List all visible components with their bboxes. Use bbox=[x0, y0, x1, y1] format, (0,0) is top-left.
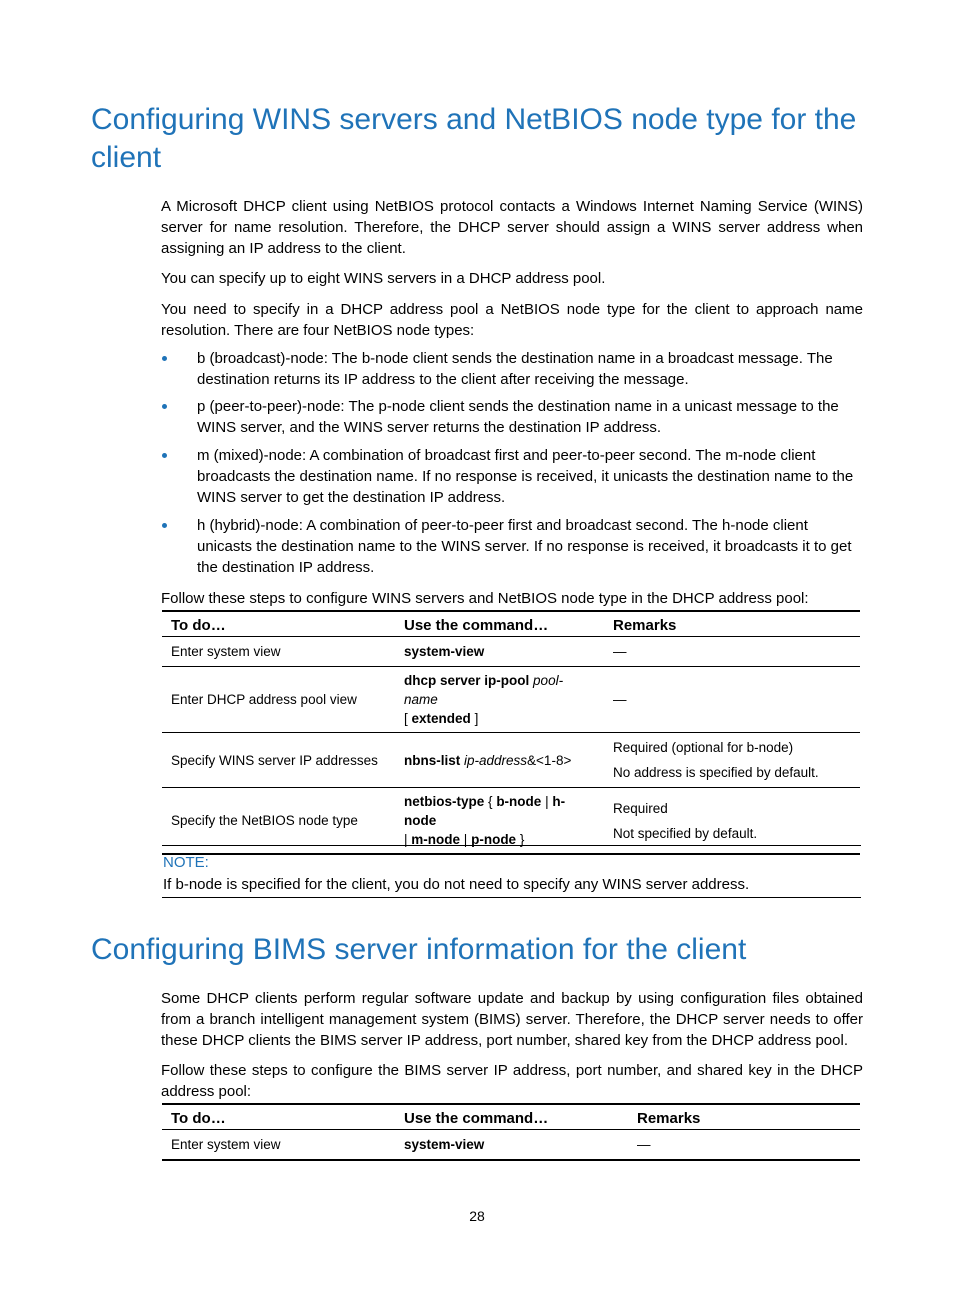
note-text: If b-node is specified for the client, you do not need to specify any WINS server address. bbox=[163, 876, 750, 893]
command-cell: system-view bbox=[395, 637, 604, 667]
remarks-cell: Required Not specified by default. bbox=[604, 788, 860, 855]
list-item: b (broadcast)-node: The b-node client sends the destination name in a broadcast message. The destination returns its IP address to the client after receiving the message. bbox=[161, 348, 863, 390]
note-box bbox=[162, 845, 861, 898]
command-cell: system-view bbox=[395, 1130, 628, 1160]
bullet-icon bbox=[162, 356, 167, 361]
column-header: Remarks bbox=[628, 1104, 860, 1130]
section-title-wins: Configuring WINS servers and NetBIOS node type for the client bbox=[91, 103, 857, 174]
paragraph: Follow these steps to configure WINS servers and NetBIOS node type in the DHCP address pool: bbox=[161, 590, 809, 607]
remarks-cell: — bbox=[628, 1130, 860, 1160]
paragraph: A Microsoft DHCP client using NetBIOS protocol contacts a Windows Internet Naming Service (WINS) server for name resolution. Therefore, the DHCP server should assign a WINS server address when assigning an IP address to the client. bbox=[161, 198, 863, 257]
list-item: h (hybrid)-node: A combination of peer-to-peer first and broadcast second. The h-node client unicasts the destination name to the WINS server. If no response is received, it broadcasts it to get the destination IP address. bbox=[161, 515, 863, 578]
table-row bbox=[162, 1130, 860, 1160]
command-cell: netbios-type { b-node | h-node | m-node | p-node } bbox=[395, 788, 604, 855]
bullet-icon bbox=[162, 404, 167, 409]
todo-cell: Enter system view bbox=[162, 1130, 395, 1160]
remarks-cell: — bbox=[604, 637, 860, 667]
table-header-row bbox=[162, 611, 860, 637]
paragraph: You can specify up to eight WINS servers in a DHCP address pool. bbox=[161, 270, 606, 287]
page-number: 28 bbox=[469, 1208, 485, 1224]
section-title-bims: Configuring BIMS server information for the client bbox=[91, 933, 747, 966]
table-row bbox=[162, 733, 860, 788]
todo-cell: Enter system view bbox=[162, 637, 395, 667]
column-header: Use the command… bbox=[395, 611, 604, 637]
bullet-icon bbox=[162, 523, 167, 528]
table-row bbox=[162, 637, 860, 667]
node-type-list bbox=[161, 348, 863, 578]
todo-cell: Specify the NetBIOS node type bbox=[162, 788, 395, 855]
bullet-icon bbox=[162, 453, 167, 458]
remarks-cell: — bbox=[604, 667, 860, 733]
paragraph: Follow these steps to configure the BIMS server IP address, port number, and shared key in the DHCP address pool: bbox=[161, 1062, 863, 1100]
table-row bbox=[162, 667, 860, 733]
todo-cell: Enter DHCP address pool view bbox=[162, 667, 395, 733]
table-header-row bbox=[162, 1104, 860, 1130]
note-label: NOTE: bbox=[163, 854, 209, 871]
paragraph: Some DHCP clients perform regular software update and backup by using configuration files obtained from a branch intelligent management system (BIMS) server. Therefore, the DHCP server needs to offer these DHCP clients the BIMS server IP address, port number, shared key from the DHCP address pool. bbox=[161, 990, 863, 1049]
list-item: p (peer-to-peer)-node: The p-node client sends the destination name in a unicast message to the WINS server, and the WINS server returns the destination IP address. bbox=[161, 396, 863, 438]
list-item: m (mixed)-node: A combination of broadcast first and peer-to-peer second. The m-node client broadcasts the destination name. If no response is received, it unicasts the destination name to the WINS server to get the destination IP address. bbox=[161, 445, 863, 508]
column-header: To do… bbox=[162, 1104, 395, 1130]
remarks-cell: Required (optional for b-node) No address is specified by default. bbox=[604, 733, 860, 788]
column-header: Use the command… bbox=[395, 1104, 628, 1130]
bims-config-table bbox=[162, 1103, 860, 1161]
column-header: To do… bbox=[162, 611, 395, 637]
column-header: Remarks bbox=[604, 611, 860, 637]
paragraph: You need to specify in a DHCP address pool a NetBIOS node type for the client to approach name resolution. There are four NetBIOS node types: bbox=[161, 301, 863, 339]
command-cell: nbns-list ip-address&<1-8> bbox=[395, 733, 604, 788]
command-cell: dhcp server ip-pool pool-name [ extended ] bbox=[395, 667, 604, 733]
wins-config-table bbox=[162, 610, 860, 855]
todo-cell: Specify WINS server IP addresses bbox=[162, 733, 395, 788]
